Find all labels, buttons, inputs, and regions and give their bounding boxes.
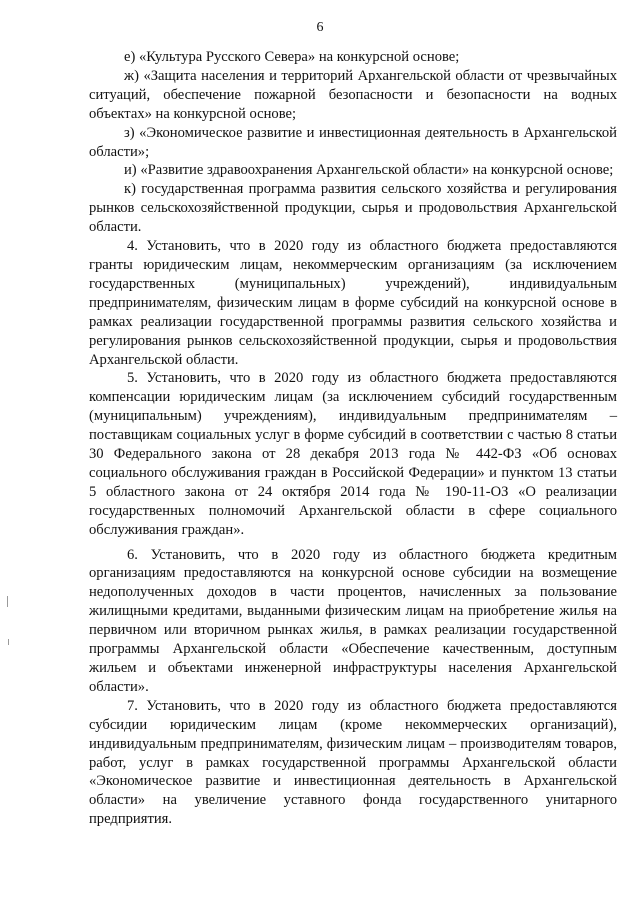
- list-item-k: к) государственная программа развития сельского хозяйства и регулирования рынков сельскохозяйственной продукции, сырья и продовольствия Архангельской области.: [89, 181, 617, 236]
- page-number: 6: [316, 20, 324, 35]
- list-item-i: и) «Развитие здравоохранения Архангельской области» на конкурсной основе;: [124, 162, 614, 179]
- paragraph-5: 5. Установить, что в 2020 году из областного бюджета предоставляются компенсации юридическим лицам (за исключением субсидий государственным (муниципальным) учреждениям), индивидуальным предпринимателям – поставщикам социальных услуг в форме субсидий в соответствии с частью 8 статьи 30 Федерального закона от 28 декабря 2013 года № 442-ФЗ «Об основах социального обслуживания граждан в Российской Федерации» и пунктом 13 статьи 5 областного закона от 24 октября 2014 года № 190-11-ОЗ «О реализации государственных полномочий Архангельской области в сфере социального обслуживания граждан».: [89, 370, 617, 538]
- list-item-e: е) «Культура Русского Севера» на конкурсной основе;: [124, 49, 460, 65]
- list-item-z: з) «Экономическое развитие и инвестиционная деятельность в Архангельской области»;: [89, 124, 617, 160]
- margin-mark: [7, 596, 8, 607]
- paragraph-4: 4. Установить, что в 2020 году из областного бюджета предоставляются гранты юридическим лицам, некоммерческим организациям (за исключением государственных (муниципальных) учреждений), индивидуальным предпринимателям, физическим лицам в форме субсидий на конкурсной основе в рамках реализации государственной программы развития сельского хозяйства и регулирования рынков сельскохозяйственной продукции, сырья и продовольствия Архангельской области.: [89, 238, 617, 368]
- margin-mark: [8, 639, 9, 645]
- list-item-zh: ж) «Защита населения и территорий Архангельской области от чрезвычайных ситуаций, обеспечение пожарной безопасности и безопасности на водных объектах» на конкурсной основе;: [89, 67, 617, 122]
- paragraph-7: 7. Установить, что в 2020 году из областного бюджета предоставляются субсидии юридическим лицам (кроме некоммерческих организаций), индивидуальным предпринимателям, физическим лицам – производителям товаров, работ, услуг в рамках государственной программы Архангельской области «Экономическое развитие и инвестиционная деятельность в Архангельской области» на увеличение уставного фонда государственного унитарного предприятия.: [89, 697, 617, 828]
- document-body: [89, 48, 617, 829]
- paragraph-6: 6. Установить, что в 2020 году из областного бюджета кредитным организациям предоставляются на конкурсной основе субсидии на возмещение недополученных доходов в части процентов, начисленных за пользование жилищными кредитами, выданными физическим лицам на приобретение жилья на первичном или вторичном рынках жилья, в рамках реализации государственной программы Архангельской области «Обеспечение качественным, доступным жильем и объектами инженерной инфраструктуры населения Архангельской области».: [89, 546, 617, 695]
